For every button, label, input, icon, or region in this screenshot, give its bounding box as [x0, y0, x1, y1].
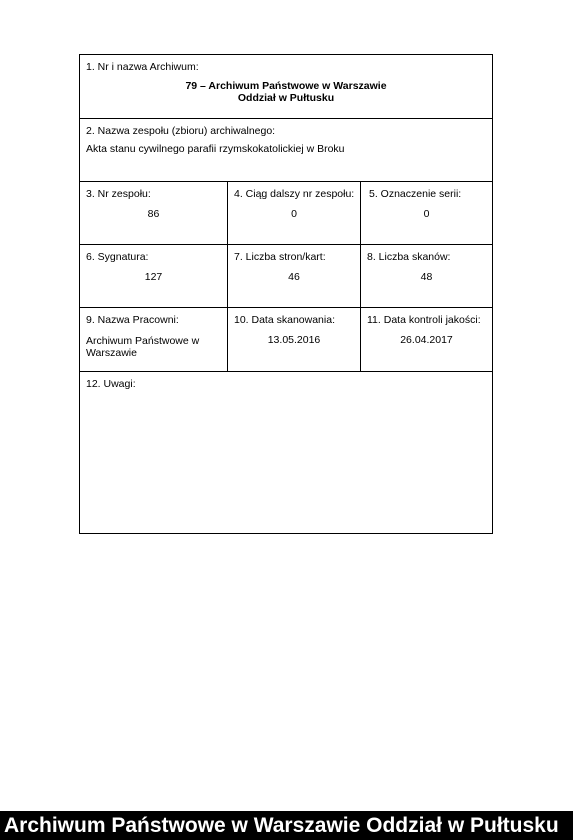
- archive-row: [80, 55, 492, 119]
- archive-name: [80, 80, 492, 104]
- fonds-row: [80, 119, 492, 182]
- archive-footer-banner: Archiwum Państwowe w Warszawie Oddział w Pułtusku: [0, 811, 573, 840]
- pages-value: 46: [288, 271, 300, 283]
- scan-date-label: 10. Data skanowania:: [234, 314, 335, 326]
- fonds-number-value: 86: [147, 208, 160, 220]
- archive-name-line2: Oddział w Pułtusku: [237, 92, 335, 104]
- notes-row: [80, 372, 492, 533]
- workshop-cell: [80, 308, 227, 371]
- fonds-continuation-label: 4. Ciąg dalszy nr zespołu:: [234, 188, 355, 200]
- workshop-label: 9. Nazwa Pracowni:: [86, 314, 179, 326]
- series-cell: [360, 182, 492, 244]
- scans-label: 8. Liczba skanów:: [367, 251, 451, 263]
- pages-label: 7. Liczba stron/kart:: [234, 251, 326, 263]
- fonds-label: 2. Nazwa zespołu (zbioru) archiwalnego:: [86, 125, 276, 137]
- qc-date-label: 11. Data kontroli jakości:: [367, 314, 481, 326]
- signature-label: 6. Sygnatura:: [86, 251, 149, 263]
- fonds-name: Akta stanu cywilnego parafii rzymskokatolickiej w Broku: [86, 143, 345, 155]
- scans-value: 48: [420, 271, 433, 283]
- signature-cell: [80, 245, 227, 307]
- qc-date-value: 26.04.2017: [400, 334, 453, 346]
- notes-label: 12. Uwagi:: [86, 378, 136, 390]
- signature-value: 127: [144, 271, 163, 283]
- archive-name-line1: 79 – Archiwum Państwowe w Warszawie: [185, 80, 387, 92]
- qc-date-cell: [360, 308, 492, 371]
- scan-date-cell: [227, 308, 360, 371]
- series-value: 0: [423, 208, 430, 220]
- scan-date-value: 13.05.2016: [267, 334, 321, 346]
- fonds-continuation-value: 0: [291, 208, 297, 220]
- fonds-number-cell: [80, 182, 227, 244]
- fonds-number-label: 3. Nr zespołu:: [86, 188, 151, 200]
- workshop-row: [80, 308, 492, 372]
- fonds-continuation-cell: [227, 182, 360, 244]
- signature-row: [80, 245, 492, 308]
- archive-label: 1. Nr i nazwa Archiwum:: [86, 61, 199, 73]
- metadata-card: [79, 54, 493, 534]
- fonds-number-row: [80, 182, 492, 245]
- series-label: 5. Oznaczenie serii:: [369, 188, 462, 200]
- scans-cell: [360, 245, 492, 307]
- workshop-value: Archiwum Państwowe w Warszawie: [86, 335, 200, 359]
- pages-cell: [227, 245, 360, 307]
